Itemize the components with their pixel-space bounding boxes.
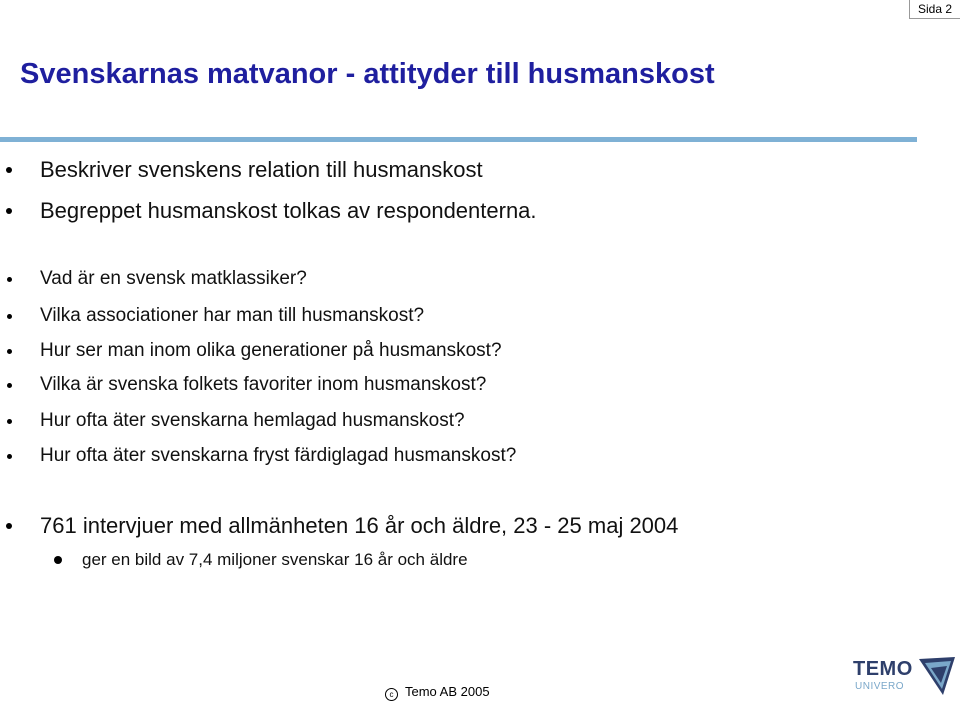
intro-text: Begreppet husmanskost tolkas av respondenterna. (40, 198, 537, 223)
bullet-dot-icon (7, 349, 12, 354)
page-number-badge: Sida 2 (909, 0, 960, 19)
bullet-dot-icon (6, 167, 12, 173)
copyright-notice (385, 684, 490, 701)
logo-subtitle: UNIVERO (855, 681, 905, 692)
question-text: Vilka associationer har man till husmanskost? (40, 305, 425, 326)
bullet-dot-icon (7, 314, 12, 319)
bullet-dot-icon (54, 556, 62, 564)
question-text: Hur ofta äter svenskarna hemlagad husmanskost? (40, 410, 465, 431)
question-text: Vad är en svensk matklassiker? (40, 268, 307, 289)
method-sub-text: ger en bild av 7,4 miljoner svenskar 16 år och äldre (82, 550, 468, 569)
page-title: Svenskarnas matvanor - attityder till husmanskost (20, 58, 715, 90)
bullet-dot-icon (7, 383, 12, 388)
title-divider (0, 137, 917, 142)
temo-logo (850, 652, 960, 700)
logo-mark-icon (917, 655, 957, 697)
bullet-dot-icon (6, 208, 12, 214)
method-text: 761 intervjuer med allmänheten 16 år och äldre, 23 - 25 maj 2004 (40, 513, 679, 538)
bullet-dot-icon (7, 454, 12, 459)
question-text: Vilka är svenska folkets favoriter inom husmanskost? (40, 374, 487, 395)
bullet-dot-icon (6, 523, 12, 529)
question-text: Hur ser man inom olika generationer på husmanskost? (40, 340, 502, 361)
logo-name: TEMO (853, 658, 913, 680)
bullet-dot-icon (7, 277, 12, 282)
intro-text: Beskriver svenskens relation till husmanskost (40, 157, 483, 182)
copyright-text: Temo AB 2005 (405, 684, 490, 699)
copyright-icon: c (385, 688, 398, 701)
question-text: Hur ofta äter svenskarna fryst färdiglagad husmanskost? (40, 445, 517, 466)
bullet-dot-icon (7, 419, 12, 424)
